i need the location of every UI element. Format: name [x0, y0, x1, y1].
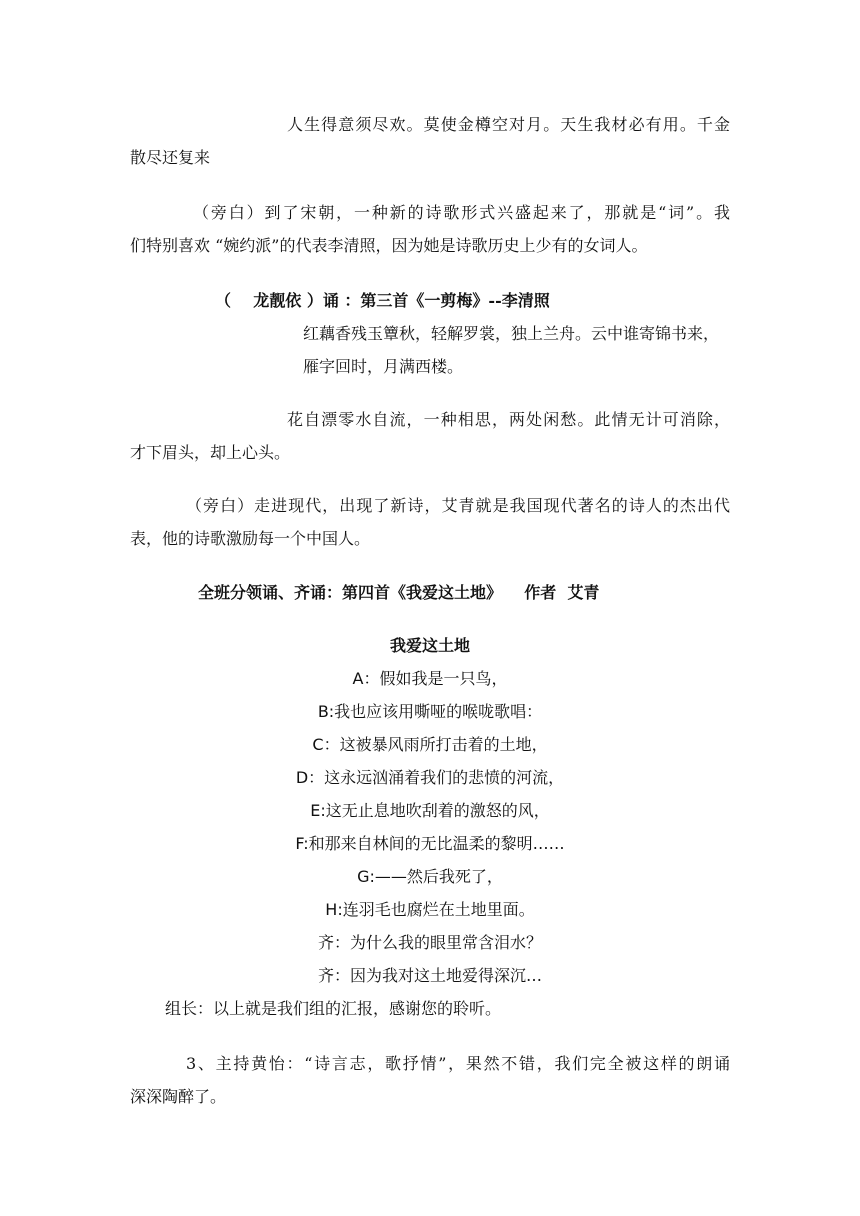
poem-line: G:——然后我死了， [357, 867, 503, 886]
poem-line: D：这永远汹涌着我们的悲愤的河流， [295, 768, 565, 787]
recital3-line1: 红藕香残玉簟秋，轻解罗裳，独上兰舟。云中谁寄锦书来， [303, 324, 720, 343]
poem1-line2: 散尽还复来 [130, 148, 211, 167]
poem-line: C：这被暴风雨所打击着的土地， [312, 735, 548, 754]
poem-line: A：假如我是一只鸟， [352, 669, 508, 688]
recital3-line2: 雁字回时，月满西楼。 [303, 357, 464, 376]
poem-line: B:我也应该用嘶哑的喉咙歌唱： [317, 702, 543, 721]
poem-line: 齐：因为我对这土地爱得深沉… [317, 966, 542, 985]
recital4-heading: 全班分领诵、齐诵：第四首《我爱这土地》 作者 艾青 [198, 583, 600, 602]
poem-line: H:连羽毛也腐烂在土地里面。 [325, 900, 535, 919]
recital3-line4: 才下眉头，却上心头。 [130, 443, 291, 462]
narration2-line1: （旁白）走进现代，出现了新诗，艾青就是我国现代著名的诗人的杰出代 [186, 496, 730, 515]
poem-line: F:和那来自林间的无比温柔的黎明…… [295, 834, 565, 853]
leader-closing: 组长：以上就是我们组的汇报，感谢您的聆听。 [165, 999, 502, 1018]
recital3-heading: （ 龙靓依 ）诵 ：第三首《一剪梅》--李清照 [215, 291, 550, 310]
poem-line: 齐：为什么我的眼里常含泪水？ [317, 933, 542, 952]
recital3-line3: 花自漂零水自流，一种相思，两处闲愁。此情无计可消除， [287, 410, 730, 429]
narration1-line2: 们特别喜欢 “婉约派”的代表李清照，因为她是诗歌历史上少有的女词人。 [130, 236, 648, 255]
narration2-line2: 表，他的诗歌激励每一个中国人。 [130, 529, 371, 548]
host-line1: 3、主持黄怡：“诗言志，歌抒情”，果然不错，我们完全被这样的朗诵 [186, 1054, 730, 1073]
poem-title: 我爱这土地 [389, 636, 470, 655]
poem-line: E:这无止息地吹刮着的激怒的风， [310, 801, 550, 820]
poem1-line1: 人生得意须尽欢。莫使金樽空对月。天生我材必有用。千金 [287, 115, 730, 134]
host-line2: 深深陶醉了。 [130, 1087, 227, 1106]
narration1-line1: （旁白）到了宋朝，一种新的诗歌形式兴盛起来了，那就是“词”。我 [193, 203, 730, 222]
